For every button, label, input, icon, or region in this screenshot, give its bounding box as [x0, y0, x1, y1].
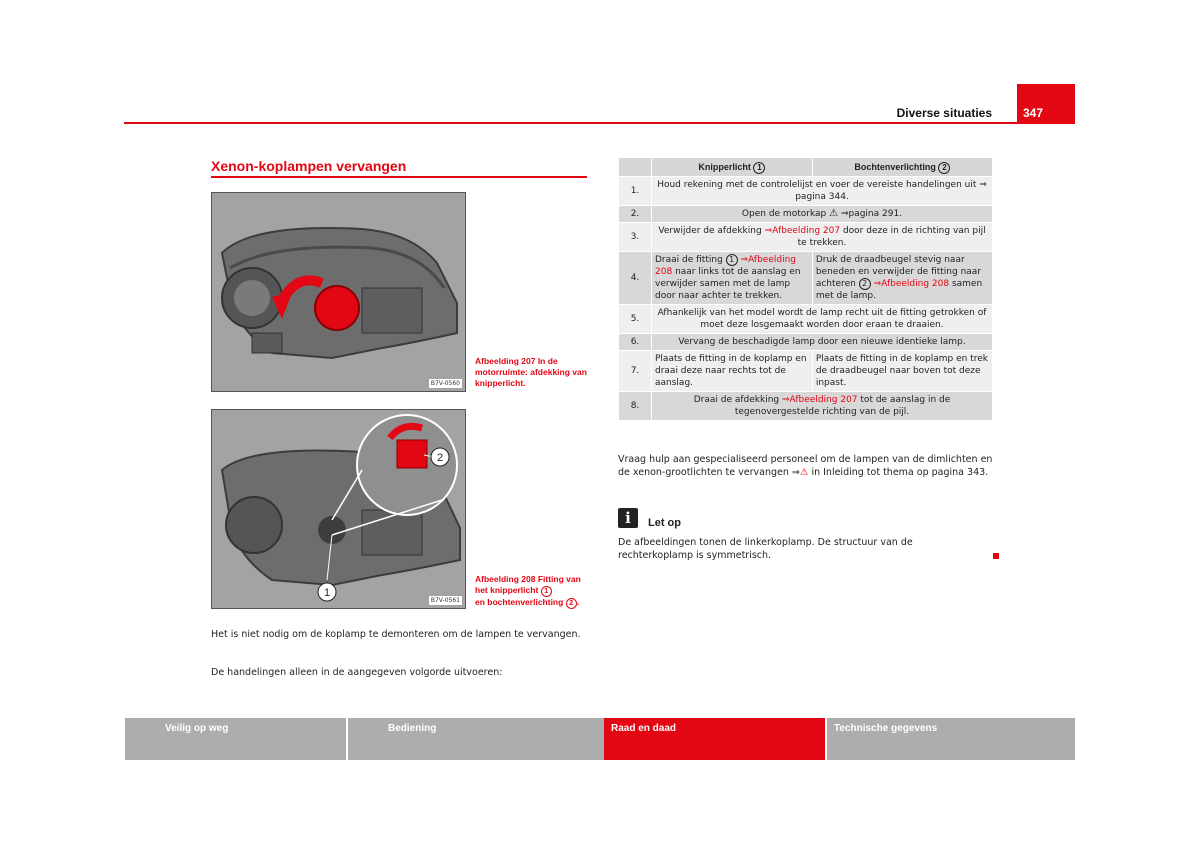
table-row [619, 351, 993, 392]
figure-code: B7V-0561 [430, 597, 460, 604]
step-number: 6. [619, 334, 652, 351]
callout-2: 2 [566, 598, 577, 609]
fig-marker-2: 2 [436, 452, 444, 464]
table-row [619, 392, 993, 421]
callout-1: 1 [541, 586, 552, 597]
step-text-b: ⇒pagina 291. [840, 209, 903, 219]
step-text: Afhankelijk van het model wordt de lamp recht uit de fitting getrokken of moet deze losgemaakt worden door eraan te draaien. [652, 305, 993, 334]
table-header-num [619, 158, 652, 177]
table-row [619, 177, 993, 206]
table-header [619, 158, 993, 177]
running-header-section: Diverse situaties [896, 106, 992, 120]
step-left-b: naar links tot de aanslag en verwijder samen met de lamp door naar achter te trekken. [655, 267, 801, 301]
step-number: 2. [619, 206, 652, 223]
step-text: Vervang de beschadigde lamp door een nieuwe identieke lamp. [652, 334, 993, 351]
figure-link[interactable]: ⇒Afbeelding 207 [782, 395, 858, 405]
figure-208-caption: Afbeelding 208 Fitting van het knipperlicht 1 en bochtenverlichting 2 . [475, 574, 581, 607]
info-icon: i [618, 508, 638, 528]
step-number: 7. [619, 351, 652, 392]
tab-bediening[interactable]: Bediening [348, 718, 569, 760]
step-text-left: Plaats de fitting in de koplamp en draai deze naar rechts tot de aanslag. [652, 351, 813, 392]
warning-icon: ⚠ [799, 467, 809, 478]
step-text-a: Draai de afdekking [693, 395, 780, 405]
step-number: 4. [619, 252, 652, 305]
help-text-a: Vraag hulp aan gespecialiseerd personeel om de lampen van de dimlichten en de xenon-grootlichten te vervangen ⇒ [618, 454, 993, 478]
col-knipperlicht [652, 158, 813, 177]
table-row [619, 305, 993, 334]
figure-link[interactable]: ⇒Afbeelding 208 [655, 255, 796, 277]
callout-2: 2 [859, 278, 871, 290]
figure-208-caption-a: Afbeelding 208 Fitting van het knipperlicht [475, 574, 581, 595]
step-text [652, 206, 993, 223]
help-text-b: in Inleiding tot thema op pagina 343. [811, 467, 989, 478]
step-text-a: Verwijder de afdekking [658, 226, 762, 236]
step-right-a: Druk de draadbeugel stevig naar beneden en verwijder de fitting naar achteren [815, 255, 982, 289]
step-text-right [812, 252, 992, 305]
step-text: Houd rekening met de controlelijst en voer de vereiste handelingen uit ⇒ pagina 344. [652, 177, 993, 206]
table-row [619, 334, 993, 351]
tab-raad-en-daad[interactable]: Raad en daad [604, 718, 825, 760]
tab-gap [569, 718, 604, 760]
step-text-right: Plaats de fitting in de koplamp en trek de draadbeugel naar boven tot deze inpast. [812, 351, 992, 392]
figure-208-headlamp [211, 409, 466, 609]
order-paragraph: De handelingen alleen in de aangegeven volgorde uitvoeren: [211, 667, 503, 678]
callout-1: 1 [753, 162, 765, 174]
step-number: 1. [619, 177, 652, 206]
figure-208-caption-b: en bochtenverlichting [475, 597, 564, 607]
figure-link[interactable]: ⇒Afbeelding 208 [873, 279, 950, 289]
headlamp-illustration-2 [212, 410, 466, 609]
step-text [652, 392, 993, 421]
section-end-marker [993, 553, 999, 559]
figure-link[interactable]: ⇒Afbeelding 207 [764, 226, 841, 236]
col-bochtenverlichting-label: Bochtenverlichting [854, 161, 936, 172]
section-title: Xenon-koplampen vervangen [211, 158, 407, 174]
step-number: 5. [619, 305, 652, 334]
tab-veilig-op-weg[interactable]: Veilig op weg [125, 718, 346, 760]
table-row [619, 223, 993, 252]
note-text: De afbeeldingen tonen de linkerkoplamp. De structuur van de rechterkoplamp is symmetrisch. [618, 537, 913, 561]
col-knipperlicht-label: Knipperlicht [698, 161, 751, 172]
note-title: Let op [648, 517, 681, 529]
help-paragraph [618, 453, 993, 479]
header-rule [124, 122, 1075, 124]
step-number: 8. [619, 392, 652, 421]
callout-1: 1 [726, 254, 738, 266]
step-text-left [652, 252, 813, 305]
step-number: 3. [619, 223, 652, 252]
step-text-a: Open de motorkap [741, 209, 827, 219]
figure-code: B7V-0560 [430, 380, 460, 387]
table-row [619, 206, 993, 223]
step-text-b: tot de aanslag in de tegenovergestelde richting van de pijl. [734, 395, 951, 417]
step-text [652, 223, 993, 252]
step-right-b: samen met de lamp. [815, 279, 983, 301]
step-left-a: Draai de fitting [655, 255, 723, 265]
callout-2: 2 [938, 162, 950, 174]
intro-paragraph: Het is niet nodig om de koplamp te demonteren om de lampen te vervangen. [211, 629, 581, 640]
col-bochtenverlichting [812, 158, 992, 177]
fig-marker-1: 1 [323, 587, 331, 599]
table-row [619, 252, 993, 305]
section-rule [211, 176, 587, 178]
tab-technische-gegevens[interactable]: Technische gegevens [827, 718, 1075, 760]
headlamp-illustration-1 [212, 193, 466, 392]
figure-207-caption: Afbeelding 207 In de motorruimte: afdekking van knipperlicht. [475, 356, 587, 388]
figure-207-headlamp [211, 192, 466, 392]
warning-icon: ⚠ [829, 208, 839, 219]
steps-table [618, 157, 993, 421]
page-number: 347 [1017, 84, 1075, 124]
step-text-b: door deze in de richting van pijl te trekken. [797, 226, 986, 248]
